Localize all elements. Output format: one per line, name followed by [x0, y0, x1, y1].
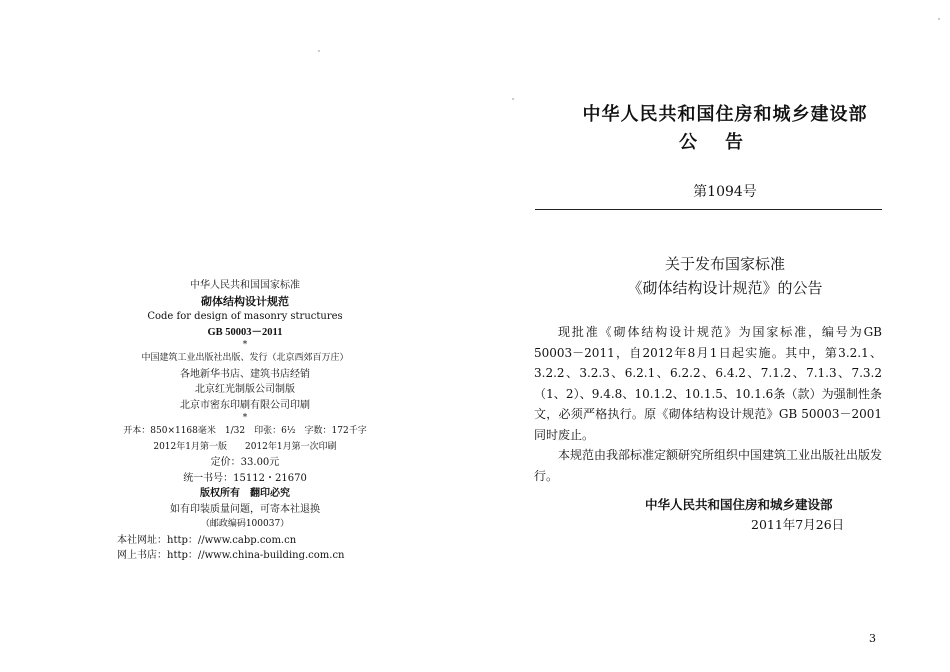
separator-star-2: *: [242, 413, 248, 423]
announcement-body: [534, 322, 882, 486]
quality-note-line: 如有印装质量问题，可寄本社退换: [170, 503, 320, 515]
standard-code: GB 50003－2011: [207, 326, 283, 338]
scan-speck: [318, 50, 320, 52]
heading-divider: [535, 209, 882, 210]
body-paragraph-1: 现批准《砌体结构设计规范》为国家标准，编号为GB 50003－2011，自2012年8月1日起实施。其中，第3.2.1、3.2.2、3.2.3、6.2.1、6.2.2、6.4.2、7.1.2、7.1.3、7.3.2（1、2）、9.4.8、10.1.2、10.1.5、10.1.6条（款）为强制性条文，必须严格执行。原《砌体结构设计规范》GB 50003－2001同时废止。: [534, 325, 882, 442]
price-line: 定价：33.00元: [210, 457, 280, 468]
announcement-subtitle: [535, 252, 915, 300]
isbn-line: 统一书号：15112・21670: [183, 472, 307, 484]
signing-date: 2011年7月26日: [751, 517, 845, 532]
subtitle-line-2: 《砌体结构设计规范》的公告: [627, 279, 823, 297]
publisher-line: 中国建筑工业出版社出版、发行（北京西郊百万庄）: [141, 353, 349, 363]
subtitle-line-1: 关于发布国家标准: [664, 255, 785, 273]
distributor-line: 各地新华书店、建筑书店经销: [180, 368, 310, 380]
website-line: 本社网址：http：//www.cabp.com.cn: [117, 534, 297, 546]
issuer-heading: 中华人民共和国住房和城乡建设部: [582, 104, 868, 125]
scan-speck: [938, 18, 940, 20]
bookstore-line: 网上书店：http：//www.china-building.com.cn: [117, 550, 345, 561]
printer-line: 北京市密东印刷有限公司印刷: [180, 399, 310, 411]
colophon: [105, 278, 385, 564]
announcement-heading: 公告: [679, 132, 771, 153]
separator-star: *: [242, 340, 248, 350]
document-number: 第1094号: [693, 184, 757, 200]
format-line: 开本：850×1168毫米 1/32 印张：6½ 字数：172千字: [123, 426, 367, 436]
rights-line: 版权所有 翻印必究: [200, 488, 290, 499]
scan-speck: [512, 98, 514, 100]
body-paragraph-2: 本规范由我部标准定额研究所组织中国建筑工业出版社出版发行。: [534, 448, 883, 483]
page-number: 3: [869, 632, 876, 645]
edition-line: 2012年1月第一版 2012年1月第一次印刷: [153, 441, 337, 452]
standard-title-en: Code for design of masonry structures: [147, 311, 343, 322]
plate-maker-line: 北京红光制版公司制版: [195, 384, 295, 395]
standard-title-cn: 砌体结构设计规范: [201, 294, 289, 308]
signer: 中华人民共和国住房和城乡建设部: [645, 497, 833, 512]
standard-series: 中华人民共和国国家标准: [190, 280, 300, 291]
right-page: [475, 0, 950, 672]
postcode-line: （邮政编码100037）: [200, 519, 290, 529]
